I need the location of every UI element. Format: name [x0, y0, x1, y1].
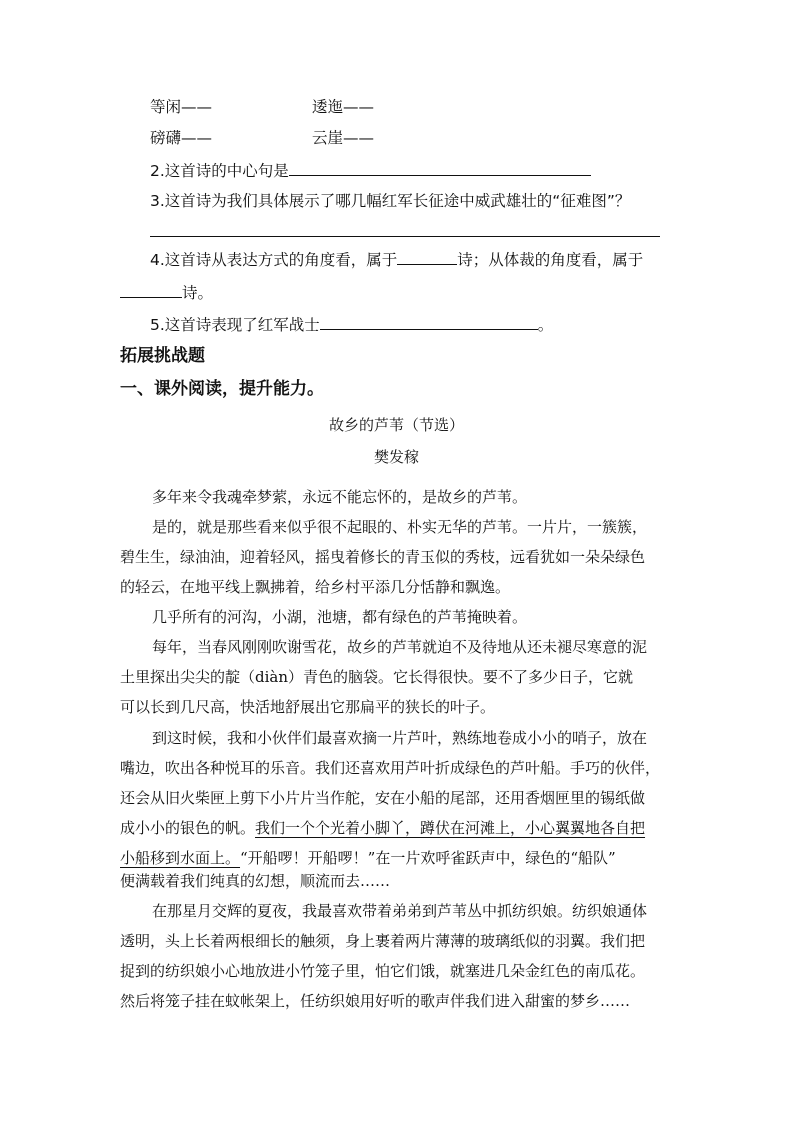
answer-blank-q2[interactable]: [289, 159, 591, 176]
question-5: [150, 313, 553, 336]
article-line: 透明，头上长着两根细长的触须，身上裹着两片薄薄的玻璃纸似的羽翼。我们把: [120, 932, 646, 950]
article-line: 还会从旧火柴匣上剪下小片片当作舵，安在小船的尾部，还用香烟匣里的锡纸做: [120, 789, 646, 807]
article-line: 然后将笼子挂在蚊帐架上，任纺织娘用好听的歌声伴我们进入甜蜜的梦乡……: [120, 992, 631, 1010]
question-4-line1: [150, 248, 643, 271]
question-5-end: 。: [537, 316, 554, 334]
article-line: 碧生生，绿油油，迎着轻风，摇曳着修长的青玉似的秀枝，远看犹如一朵朵绿色: [120, 548, 646, 566]
section-subtitle: 一、课外阅读，提升能力。: [120, 379, 324, 399]
article-line-with-underline: [120, 817, 645, 839]
q1-item-dengxian: 等闲——: [150, 98, 213, 116]
question-2: [150, 159, 591, 182]
article-line: 到这时候，我和小伙伴们最喜欢摘一片芦叶，熟练地卷成小小的哨子，放在: [152, 729, 648, 747]
q1-item-weiyi: 逶迤——: [312, 98, 375, 116]
q1-item-yunya: 云崖——: [312, 129, 375, 147]
article-author: 樊发稼: [373, 448, 419, 466]
question-4-text-b: 诗；从体裁的角度看，属于: [457, 251, 644, 269]
question-5-text: 5.这首诗表现了红军战士: [150, 316, 320, 334]
underlined-sentence-end: 小船移到水面上。: [120, 849, 241, 867]
answer-line-q3[interactable]: [150, 236, 660, 237]
article-line: 每年，当春风刚刚吹谢雪花，故乡的芦苇就迫不及待地从还未褪尽寒意的泥: [152, 638, 648, 656]
q1-item-pangbo: 磅礴——: [150, 129, 213, 147]
article-line: 嘴边，吹出各种悦耳的乐音。我们还喜欢用芦叶折成绿色的芦叶船。手巧的伙伴，: [120, 759, 661, 777]
article-line: 便满载着我们纯真的幻想，顺流而去……: [120, 872, 391, 890]
question-4-text-c: 诗。: [182, 284, 214, 302]
article-line: 是的，就是那些看来似乎很不起眼的、朴实无华的芦苇。一片片，一簇簇，: [152, 518, 648, 536]
question-2-text: 2.这首诗的中心句是: [150, 162, 289, 180]
question-3: 3.这首诗为我们具体展示了哪几幅红军长征途中威武雄壮的“征难图”？: [150, 192, 631, 210]
article-line: 捉到的纺织娘小心地放进小竹笼子里，怕它们饿，就塞进几朵金红色的南瓜花。: [120, 962, 646, 980]
underlined-sentence: 我们一个个光着小脚丫，蹲伏在河滩上，小心翼翼地各自把: [255, 819, 646, 837]
article-line: 可以长到几尺高，快活地舒展出它那扁平的狭长的叶子。: [120, 698, 496, 716]
article-title: 故乡的芦苇（节选）: [328, 416, 464, 434]
answer-blank-q4-a[interactable]: [397, 248, 457, 265]
answer-blank-q5[interactable]: [320, 313, 538, 330]
question-4-text-a: 4.这首诗从表达方式的角度看，属于: [150, 251, 398, 269]
article-text: “开船啰！开船啰！”在一片欢呼雀跃声中，绿色的“船队”: [240, 849, 616, 867]
article-line-with-underline: [120, 847, 616, 869]
article-line: 几乎所有的河沟，小湖，池塘，都有绿色的芦苇掩映着。: [152, 608, 528, 626]
article-line: 的轻云，在地平线上飘拂着，给乡村平添几分恬静和飘逸。: [120, 578, 511, 596]
article-line: 在那星月交辉的夏夜，我最喜欢带着弟弟到芦苇丛中抓纺织娘。纺织娘通体: [152, 902, 648, 920]
answer-blank-q4-b[interactable]: [120, 281, 182, 298]
section-title: 拓展挑战题: [120, 346, 205, 366]
article-line: 多年来令我魂牵梦萦，永远不能忘怀的，是故乡的芦苇。: [152, 488, 528, 506]
article-text: 成小小的银色的帆。: [120, 819, 256, 837]
article-line: 土里探出尖尖的靛（diàn）青色的脑袋。它长得很快。要不了多少日子，它就: [120, 668, 634, 686]
question-4-line2: [120, 281, 213, 304]
